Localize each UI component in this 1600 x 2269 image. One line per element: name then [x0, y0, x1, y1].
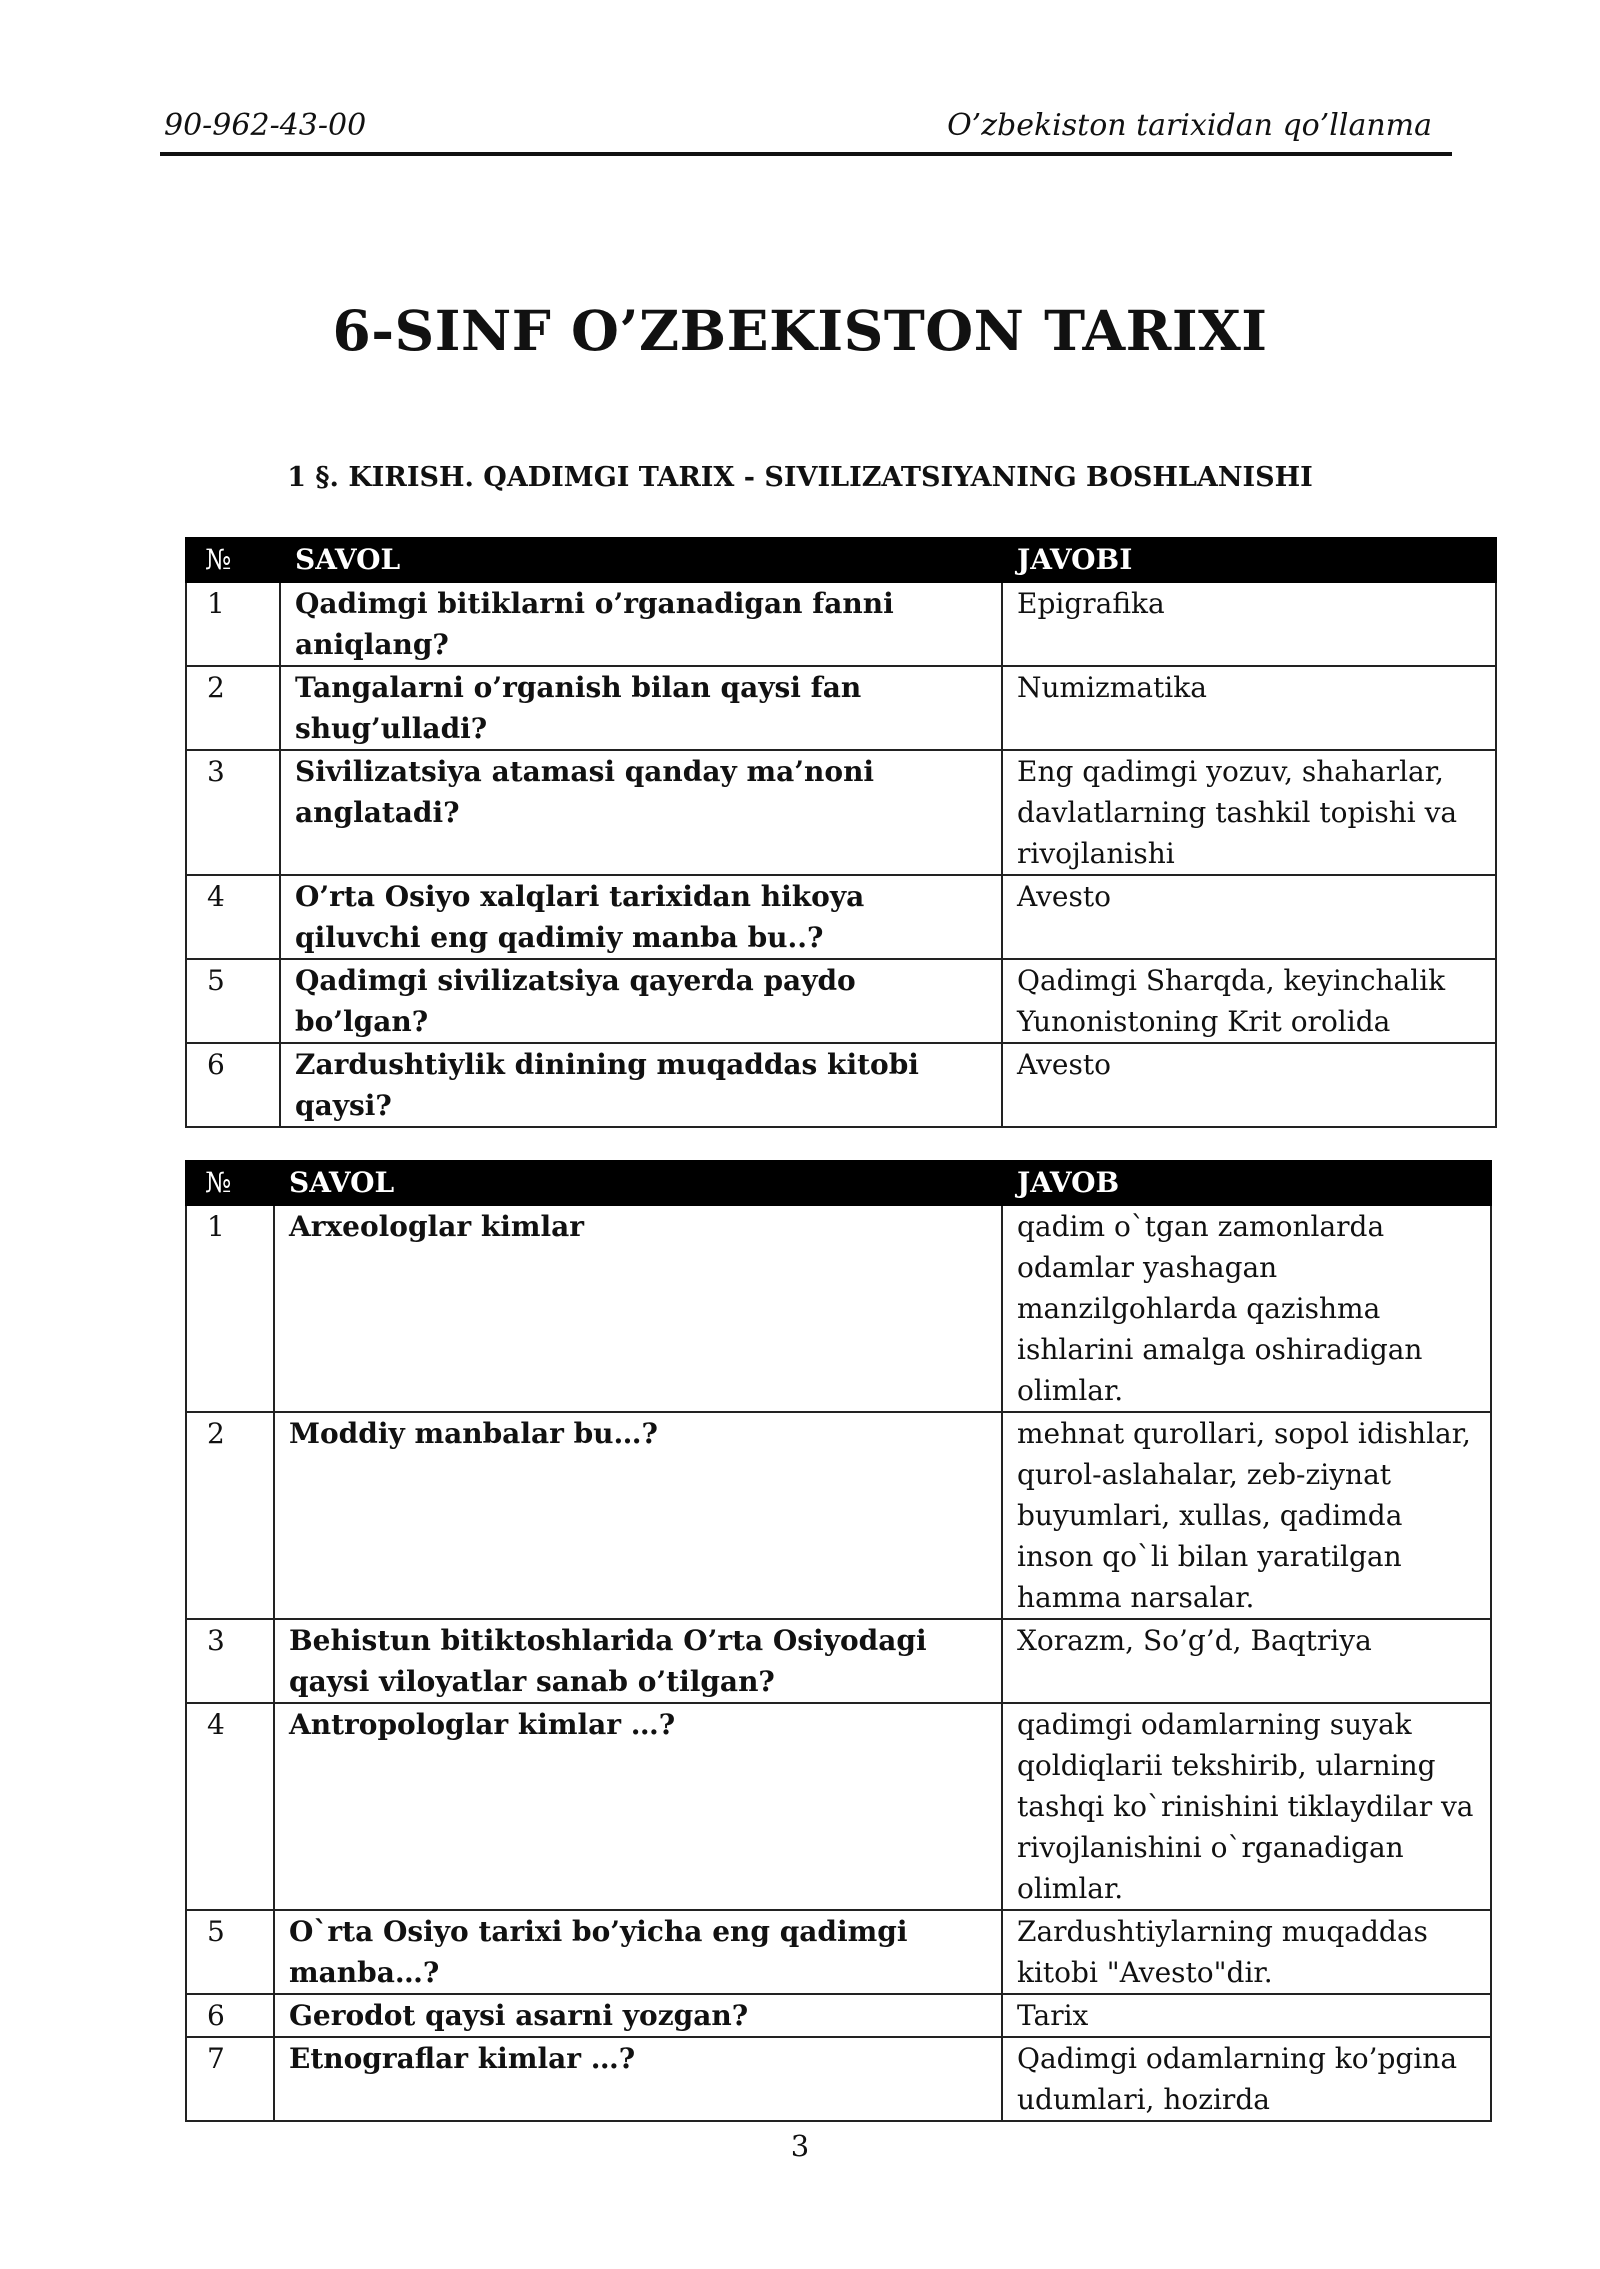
table-row: [186, 1703, 1491, 1910]
answer-cell: Epigrafika: [1002, 582, 1496, 666]
column-header-question: SAVOL: [274, 1161, 1002, 1205]
column-header-number: №: [186, 1161, 274, 1205]
question-cell: Antropologlar kimlar …?: [274, 1703, 1002, 1910]
table-row: [186, 1205, 1491, 1412]
qa-table-2: [185, 1160, 1492, 2122]
row-number: 1: [186, 582, 280, 666]
row-number: 4: [186, 1703, 274, 1910]
table-header-row: [186, 538, 1496, 582]
column-header-number: №: [186, 538, 280, 582]
question-cell: O`rta Osiyo tarixi bo’yicha eng qadimgi manba…?: [274, 1910, 1002, 1994]
page-title: 6-SINF O’ZBEKISTON TARIXI: [332, 298, 1268, 363]
question-cell: O’rta Osiyo xalqlari tarixidan hikoya qiluvchi eng qadimiy manba bu..?: [280, 875, 1002, 959]
answer-cell: Tarix: [1002, 1994, 1491, 2037]
question-cell: Gerodot qaysi asarni yozgan?: [274, 1994, 1002, 2037]
answer-cell: Qadimgi odamlarning ko’pgina udumlari, hozirda: [1002, 2037, 1491, 2121]
table-row: [186, 582, 1496, 666]
table-row: [186, 875, 1496, 959]
page-number: 3: [790, 2129, 810, 2163]
question-cell: Qadimgi bitiklarni o’rganadigan fanni aniqlang?: [280, 582, 1002, 666]
row-number: 7: [186, 2037, 274, 2121]
row-number: 3: [186, 1619, 274, 1703]
answer-cell: Xorazm, So’g’d, Baqtriya: [1002, 1619, 1491, 1703]
answer-cell: Avesto: [1002, 1043, 1496, 1127]
section-title: 1 §. KIRISH. QADIMGI TARIX - SIVILIZATSIYANING BOSHLANISHI: [287, 462, 1313, 493]
header-phone: 90-962-43-00: [164, 108, 367, 143]
question-cell: Etnograflar kimlar …?: [274, 2037, 1002, 2121]
row-number: 6: [186, 1994, 274, 2037]
table-header-row: [186, 1161, 1491, 1205]
header-rule: [160, 152, 1452, 156]
table-row: [186, 1910, 1491, 1994]
table-row: [186, 1619, 1491, 1703]
row-number: 6: [186, 1043, 280, 1127]
question-cell: Behistun bitiktoshlarida O’rta Osiyodagi qaysi viloyatlar sanab o’tilgan?: [274, 1619, 1002, 1703]
qa-table-1: [185, 537, 1497, 1128]
table-row: [186, 2037, 1491, 2121]
column-header-answer: JAVOBI: [1002, 538, 1496, 582]
answer-cell: Eng qadimgi yozuv, shaharlar, davlatlarning tashkil topishi va rivojlanishi: [1002, 750, 1496, 875]
row-number: 1: [186, 1205, 274, 1412]
column-header-question: SAVOL: [280, 538, 1002, 582]
table-row: [186, 666, 1496, 750]
question-cell: Zardushtiylik dinining muqaddas kitobi qaysi?: [280, 1043, 1002, 1127]
answer-cell: qadim o`tgan zamonlarda odamlar yashagan manzilgohlarda qazishma ishlarini amalga oshiradigan olimlar.: [1002, 1205, 1491, 1412]
answer-cell: Zardushtiylarning muqaddas kitobi "Avesto"dir.: [1002, 1910, 1491, 1994]
table-row: [186, 959, 1496, 1043]
answer-cell: qadimgi odamlarning suyak qoldiqlarii tekshirib, ularning tashqi ko`rinishini tiklaydilar va rivojlanishini o`rganadigan olimlar.: [1002, 1703, 1491, 1910]
header-book-title: O’zbekiston tarixidan qo’llanma: [947, 108, 1432, 143]
question-cell: Sivilizatsiya atamasi qanday ma’noni anglatadi?: [280, 750, 1002, 875]
table-row: [186, 1412, 1491, 1619]
question-cell: Arxeologlar kimlar: [274, 1205, 1002, 1412]
row-number: 5: [186, 1910, 274, 1994]
table-row: [186, 750, 1496, 875]
question-cell: Qadimgi sivilizatsiya qayerda paydo bo’lgan?: [280, 959, 1002, 1043]
table-row: [186, 1043, 1496, 1127]
row-number: 5: [186, 959, 280, 1043]
table-row: [186, 1994, 1491, 2037]
row-number: 4: [186, 875, 280, 959]
question-cell: Tangalarni o’rganish bilan qaysi fan shug’ulladi?: [280, 666, 1002, 750]
row-number: 3: [186, 750, 280, 875]
answer-cell: Qadimgi Sharqda, keyinchalik Yunonistoning Krit orolida: [1002, 959, 1496, 1043]
column-header-answer: JAVOB: [1002, 1161, 1491, 1205]
question-cell: Moddiy manbalar bu…?: [274, 1412, 1002, 1619]
row-number: 2: [186, 666, 280, 750]
page-header: [160, 108, 1452, 152]
row-number: 2: [186, 1412, 274, 1619]
answer-cell: Avesto: [1002, 875, 1496, 959]
answer-cell: mehnat qurollari, sopol idishlar, qurol-aslahalar, zeb-ziynat buyumlari, xullas, qadimda inson qo`li bilan yaratilgan hamma narsalar.: [1002, 1412, 1491, 1619]
answer-cell: Numizmatika: [1002, 666, 1496, 750]
